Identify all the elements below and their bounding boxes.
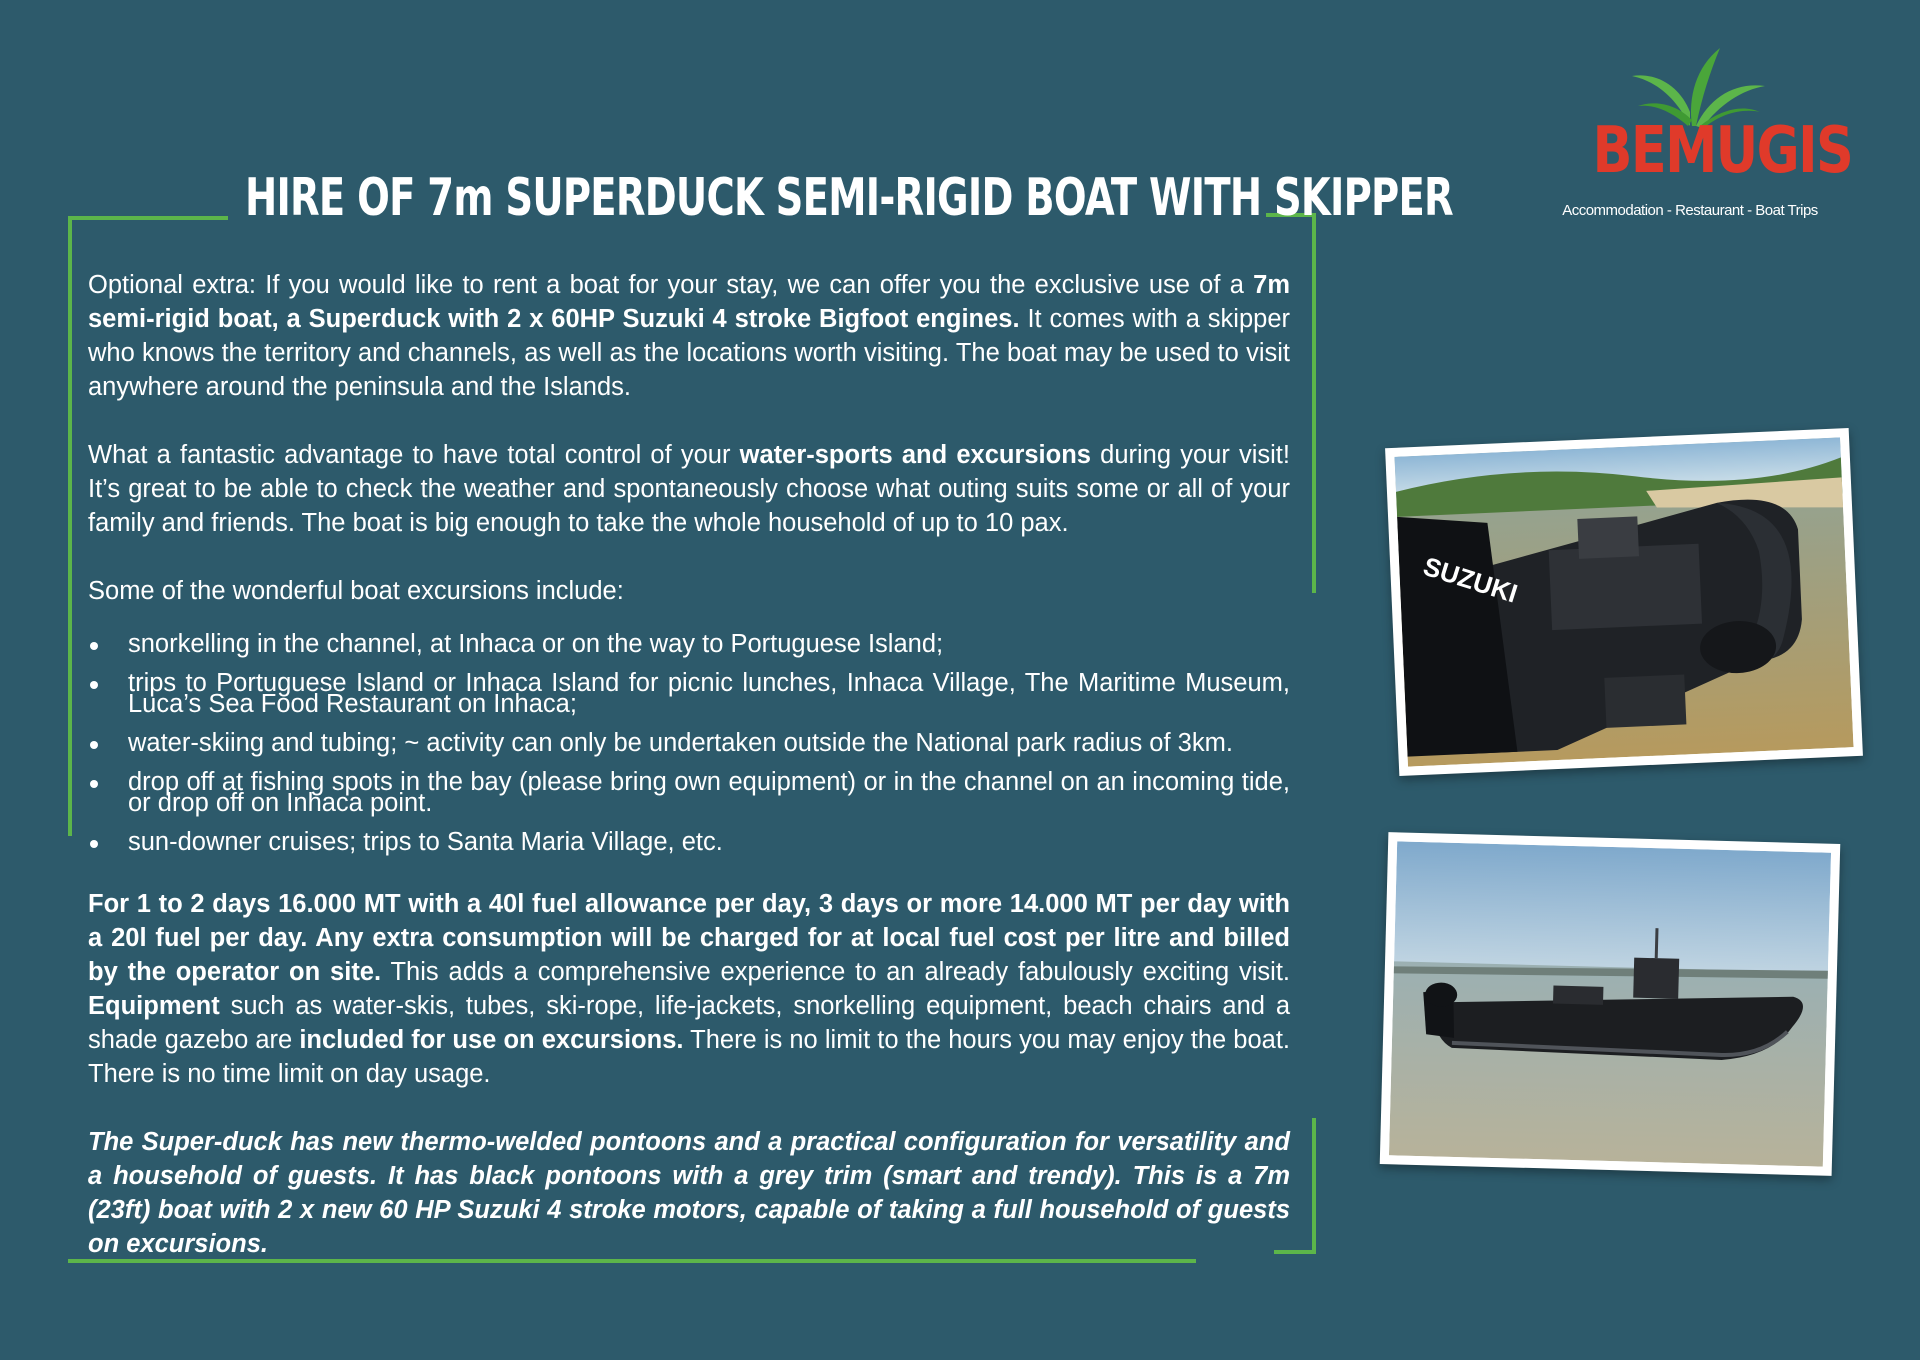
list-item-text: trips to Portuguese Island or Inhaca Island for picnic lunches, Inhaca Village, The Maritime Museum, Luca’s Sea Food Restaurant on Inhaca; — [128, 669, 1290, 718]
bullet-icon — [90, 642, 98, 650]
list-item — [88, 667, 1290, 721]
list-item — [88, 727, 1290, 760]
bullet-icon — [90, 840, 98, 848]
advantage-paragraph — [88, 438, 1290, 540]
boat-photo-closeup — [1385, 428, 1863, 776]
pricing-paragraph — [88, 887, 1290, 1091]
list-item-text: drop off at fishing spots in the bay (please bring own equipment) or in the channel on an incoming tide, or drop off on Inhaca point. — [128, 768, 1290, 817]
pricing-bold: For 1 to 2 days 16.000 MT with a 40l fuel allowance per day, 3 days or more 14.000 MT per day with a 20l fuel per day. Any extra consumption will be charged for at local fuel cost per litre and billed by the operator on site. — [88, 890, 1290, 986]
list-item — [88, 826, 1290, 859]
brand-tagline: Accommodation - Restaurant - Boat Trips — [1562, 202, 1818, 219]
logo — [1560, 42, 1853, 232]
usage-text: There is no limit to the hours you may enjoy the boat. There is no time limit on day usage. — [88, 1026, 1291, 1088]
list-item-text: snorkelling in the channel, at Inhaca or on the way to Portuguese Island; — [128, 630, 944, 658]
main-content — [88, 268, 1290, 1295]
frame-right-upper — [1312, 213, 1316, 593]
bullet-icon — [90, 780, 98, 788]
watersports-bold: water-sports and excursions — [739, 441, 1091, 469]
closing-paragraph: The Super-duck has new thermo-welded pontoons and a practical configuration for versatility and a household of guests. It has black pontoons with a grey trim (smart and trendy). This is a 7m (23ft) boat with 2 x new 60 HP Suzuki 4 stroke motors, capable of taking a full household of guests on excursions. — [88, 1128, 1290, 1258]
advantage-rest-text: during your visit! It’s great to be able to check the weather and spontaneously choose what outing suits some or all of your family and friends. The boat is big enough to take the whole household of up to 10 pax. — [88, 441, 1290, 537]
bullet-icon — [90, 741, 98, 749]
frame-left — [68, 216, 72, 836]
engine-brand-label: SUZUKI — [1419, 550, 1522, 609]
list-item-text: sun-downer cruises; trips to Santa Maria Village, etc. — [128, 828, 723, 856]
list-item — [88, 766, 1290, 820]
frame-top-left — [68, 216, 228, 220]
list-item — [88, 628, 1290, 661]
pricing-text: This adds a comprehensive experience to an already fabulously exciting visit. — [381, 958, 1290, 986]
equipment-text: such as water-skis, tubes, ski-rope, life-jackets, snorkelling equipment, beach chairs and a shade gazebo are — [88, 992, 1290, 1054]
page-title: HIRE OF 7m SUPERDUCK SEMI-RIGID BOAT WITH SKIPPER — [245, 168, 1453, 228]
equipment-bold: Equipment — [88, 992, 220, 1020]
intro-paragraph — [88, 268, 1290, 404]
frame-right-lower — [1312, 1118, 1316, 1254]
brand-name: BEMUGIS — [1592, 114, 1853, 188]
included-bold: included for use on excursions. — [299, 1026, 684, 1054]
excursions-intro: Some of the wonderful boat excursions include: — [88, 577, 624, 605]
bullet-icon — [90, 681, 98, 689]
boat-spec-bold: 7m semi-rigid boat, a Superduck with 2 x 60HP Suzuki 4 stroke Bigfoot engines. — [88, 271, 1290, 333]
intro-text: Optional extra: If you would like to rent a boat for your stay, we can offer you the exclusive use of a — [88, 271, 1254, 299]
boat-photo-water — [1380, 832, 1841, 1176]
excursions-list — [88, 628, 1290, 859]
list-item-text: water-skiing and tubing; ~ activity can only be undertaken outside the National park radius of 3km. — [128, 729, 1233, 757]
intro-rest-text: It comes with a skipper who knows the territory and channels, as well as the locations worth visiting. The boat may be used to visit anywhere around the peninsula and the Islands. — [88, 305, 1291, 401]
advantage-text: What a fantastic advantage to have total control of your — [88, 441, 740, 469]
